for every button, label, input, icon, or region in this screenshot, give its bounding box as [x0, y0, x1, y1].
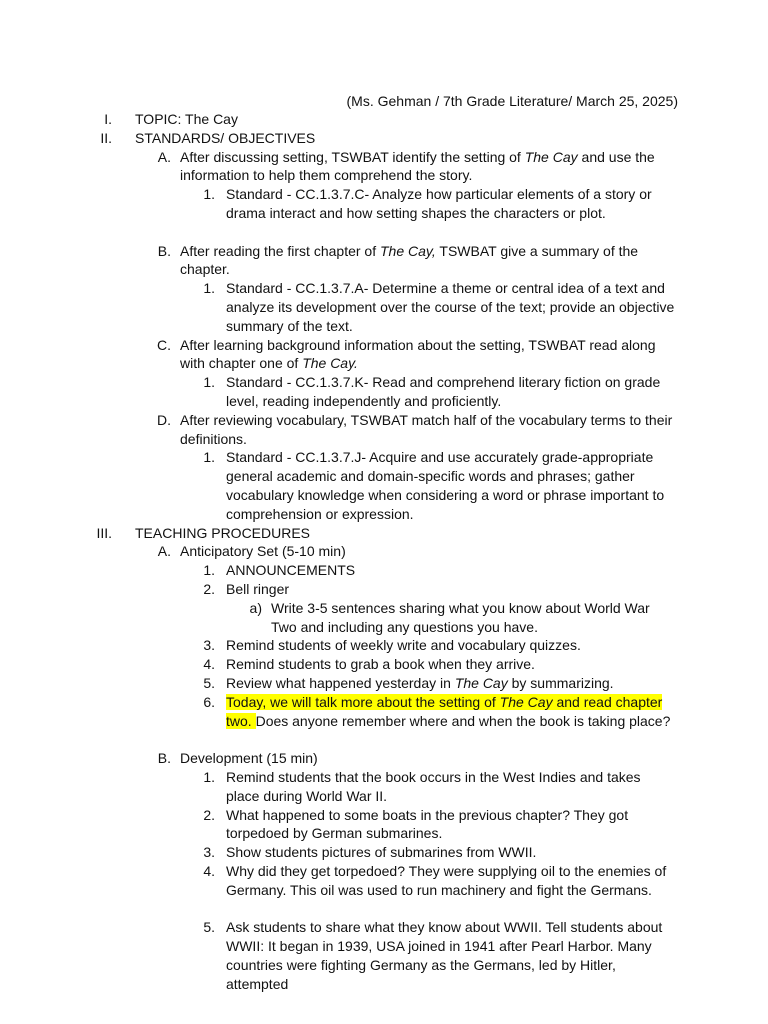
outline-marker: B. [157, 242, 171, 259]
outline-text [226, 693, 676, 731]
outline-marker: 2. [203, 806, 215, 823]
outline-text [180, 336, 676, 374]
outline-text [226, 185, 676, 223]
text-run: by summarizing. [507, 675, 614, 691]
outline-text [180, 542, 676, 561]
text-run: Standard - CC.1.3.7.A- Determine a theme or central idea of a text and analyze its development over the course of the text; provide an objective summary of the text. [226, 280, 675, 334]
outline-marker: 1. [203, 769, 215, 785]
outline-text [226, 862, 676, 900]
outline-text [226, 636, 676, 655]
outline-text [180, 242, 676, 280]
outline-marker: 5. [203, 675, 215, 691]
outline-text [226, 279, 676, 335]
outline-text [226, 373, 676, 411]
text-run: Write 3-5 sentences sharing what you know about World War Two and including any questions you have. [271, 599, 650, 635]
text-run: Remind students that the book occurs in the West Indies and takes place during World War II. [226, 769, 641, 804]
text-run: Remind students to grab a book when they arrive. [226, 656, 535, 673]
italic-title: The Cay [524, 148, 578, 165]
outline-marker: III. [96, 524, 112, 541]
outline-text [226, 768, 676, 806]
text-run: Standard - CC.1.3.7.K- Read and comprehend literary fiction on grade level, reading independently and proficiently. [226, 374, 661, 409]
outline-marker: 5. [203, 919, 215, 936]
outline-text [226, 580, 676, 599]
outline-text [226, 806, 676, 844]
text-run: Anticipatory Set (5-10 min) [180, 543, 346, 560]
text-run: Standard - CC.1.3.7.J- Acquire and use accurately grade-appropriate general academic and domain-specific words and phrases; gather vocabulary knowledge when considering a word or phrase important to comprehension or expression. [226, 449, 665, 522]
outline-marker: 4. [203, 656, 215, 673]
text-run: Ask students to share what they know about WWII. Tell students about WWII: It began in 1939, USA joined in 1941 after Pearl Harbor. Many countries were fighting Germany as the Germans, led by Hitler, attempted [226, 919, 663, 992]
outline-marker: 1. [203, 374, 215, 391]
outline-marker: I. [104, 111, 112, 127]
outline-text [226, 918, 676, 993]
outline-marker: 4. [203, 863, 215, 879]
outline-marker: 1. [203, 449, 215, 466]
text-run: Remind students of weekly write and vocabulary quizzes. [226, 637, 581, 654]
outline-marker: 1. [203, 186, 215, 203]
highlighted-text: The Cay [499, 693, 553, 710]
text-run: After learning background information about the setting, TSWBAT read along with chapter one of [180, 336, 656, 372]
highlighted-text: and read chapter two. [226, 693, 663, 729]
outline-text [226, 843, 676, 862]
text-run: TSWBAT give a summary of the chapter. [180, 242, 639, 278]
outline-marker: 1. [203, 562, 215, 579]
outline-marker: B. [157, 750, 171, 767]
text-run: STANDARDS/ OBJECTIVES [135, 129, 316, 146]
outline-text [271, 599, 676, 637]
text-run: Review what happened yesterday in [226, 675, 455, 691]
italic-title: The Cay [454, 675, 508, 691]
outline-text [180, 411, 676, 449]
text-run: TEACHING PROCEDURES [135, 524, 311, 541]
outline-text [226, 561, 676, 580]
outline-marker: C. [157, 336, 171, 353]
text-run: Development (15 min) [180, 750, 318, 767]
outline-marker: D. [157, 411, 171, 428]
text-run: Bell ringer [226, 581, 290, 597]
outline-marker: 3. [203, 844, 215, 861]
outline-marker: A. [157, 543, 171, 560]
outline-marker: A. [157, 148, 171, 165]
italic-title: The Cay, [380, 242, 436, 259]
outline-text [226, 448, 676, 523]
text-run: After reading the first chapter of [180, 242, 380, 259]
outline-text [226, 655, 676, 674]
outline-marker: 3. [203, 637, 215, 654]
outline-marker: 2. [203, 581, 215, 597]
outline-marker: 1. [203, 280, 215, 297]
text-run: After reviewing vocabulary, TSWBAT match half of the vocabulary terms to their definitions. [180, 411, 673, 447]
text-run: and use the information to help them comprehend the story. [180, 148, 655, 184]
text-run: What happened to some boats in the previous chapter? They got torpedoed by German submarines. [226, 806, 629, 842]
lesson-header: (Ms. Gehman / 7th Grade Literature/ March 25, 2025) [346, 93, 678, 109]
outline-text [180, 148, 676, 186]
outline-text [135, 110, 676, 129]
highlighted-text: Today, we will talk more about the setting of [226, 693, 500, 710]
text-run: After discussing setting, TSWBAT identify the setting of [180, 148, 525, 165]
outline-marker: II. [100, 129, 112, 146]
italic-title: The Cay. [302, 355, 358, 372]
text-run: ANNOUNCEMENTS [226, 562, 356, 579]
outline-marker: a) [249, 599, 262, 616]
outline-marker: 6. [203, 693, 215, 710]
text-run: Show students pictures of submarines from WWII. [226, 844, 537, 861]
outline-text [180, 749, 676, 768]
text-run: Why did they get torpedoed? They were supplying oil to the enemies of Germany. This oil was used to run machinery and fight the Germans. [226, 863, 667, 898]
outline-text [135, 129, 676, 148]
outline-text [135, 524, 676, 543]
text-run: TOPIC: The Cay [135, 111, 238, 127]
text-run: Does anyone remember where and when the book is taking place? [255, 712, 671, 729]
text-run: Standard - CC.1.3.7.C- Analyze how particular elements of a story or drama interact and how setting shapes the characters or plot. [226, 186, 652, 221]
outline-text [226, 674, 676, 693]
